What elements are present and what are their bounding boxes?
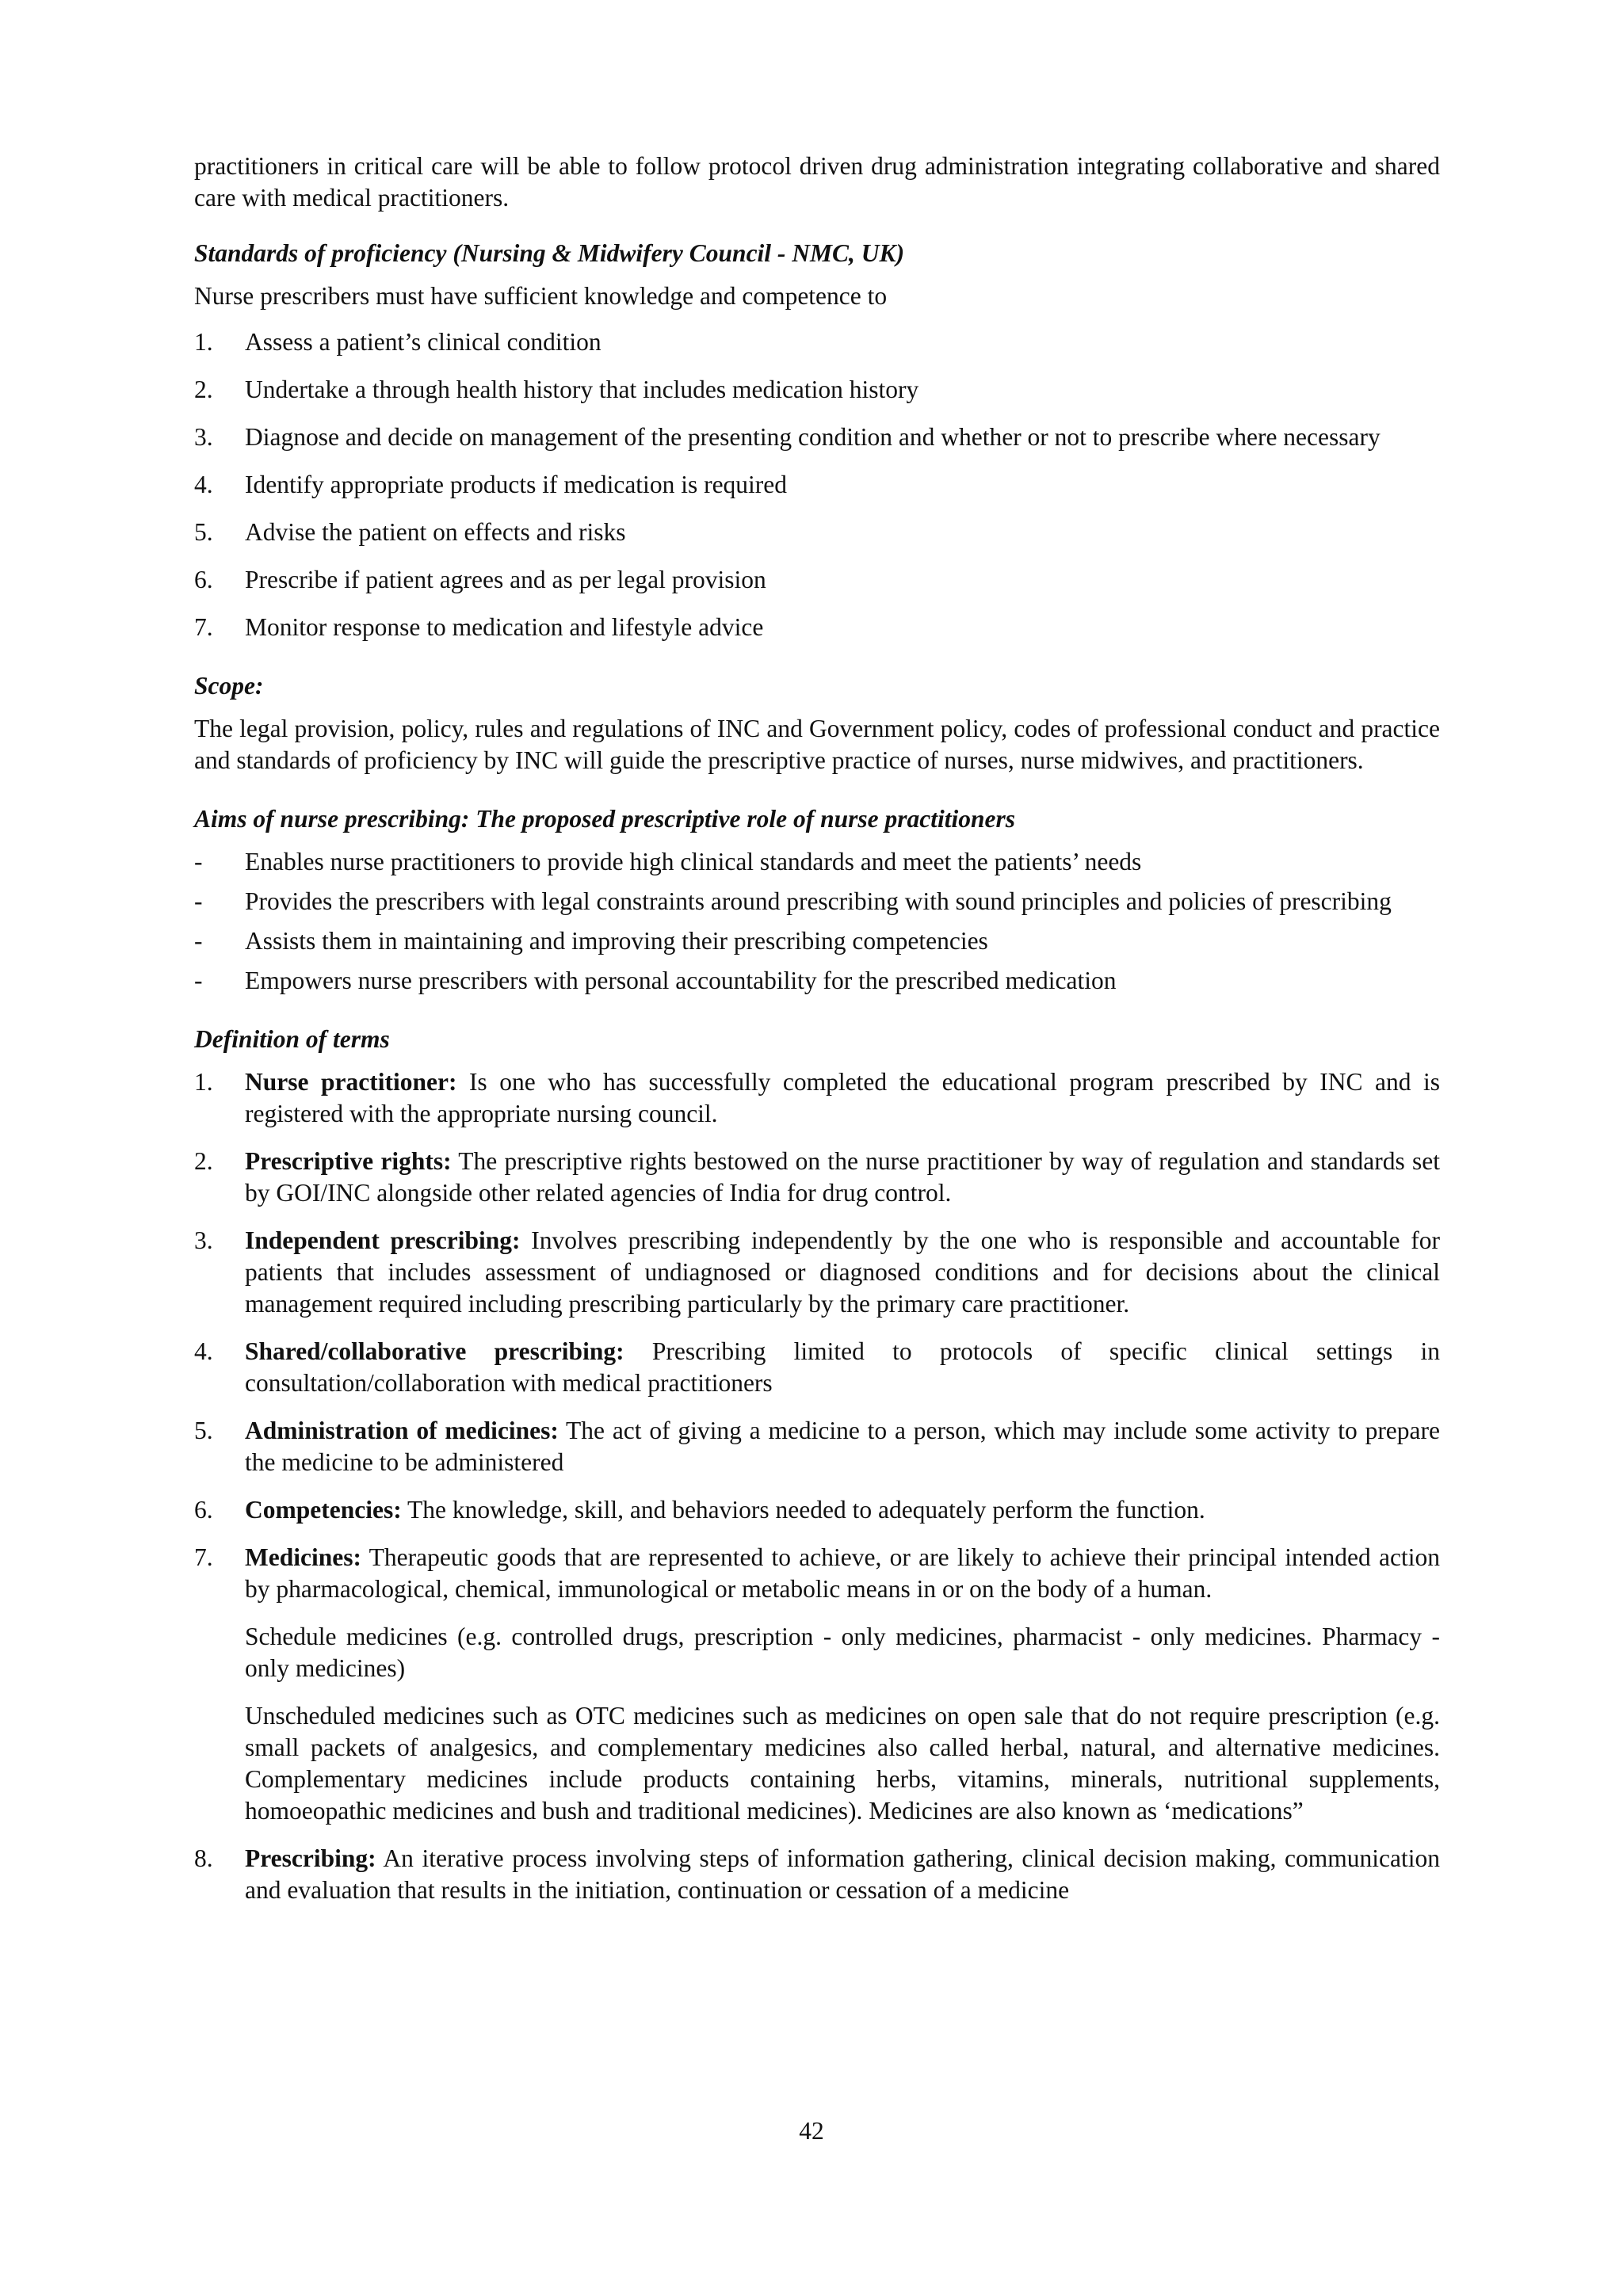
proficiency-heading: Standards of proficiency (Nursing & Midwifery Council - NMC, UK) [194,239,905,267]
item-number: 2. [194,376,213,403]
item-number: 1. [194,1068,213,1096]
item-text: Empowers nurse prescribers with personal accountability for the prescribed medication [245,967,1117,994]
definition-term: Competencies: [245,1496,402,1524]
definition-term: Independent prescribing: [245,1226,521,1254]
item-number: 6. [194,1496,213,1524]
medicines-unscheduled-paragraph: Unscheduled medicines such as OTC medicines such as medicines on open sale that do not require prescription (e.g. small packets of analgesics, and complementary medicines also called herbal, natural, and alternative medicines. Complementary medicines include products containing herbs, vitamins, minerals, nutritional supplements, homoeopathic medicines and bush and traditional medicines). Medicines are also known as ‘medications” [245,1702,1440,1825]
aims-heading: Aims of nurse prescribing: The proposed prescriptive role of nurse practitioners [194,805,1016,833]
list-item [194,564,1440,596]
definition-text: The act of giving a medicine to a person, which may include some activity to prepare the medicine to be administered [245,1417,1440,1476]
item-dash: - [194,927,203,955]
definitions-list [194,1066,1440,1906]
item-number: 5. [194,518,213,546]
list-item [194,469,1440,501]
list-item [194,326,1440,358]
definition-text: Prescribing limited to protocols of specific clinical settings in consultation/collaboration with medical practitioners [245,1337,1441,1397]
item-text: Monitor response to medication and lifestyle advice [245,613,764,641]
definition-item [194,1336,1440,1399]
definition-text: The prescriptive rights bestowed on the nurse practitioner by way of regulation and standards set by GOI/INC alongside other related agencies of India for drug control. [245,1147,1440,1207]
intro-paragraph: practitioners in critical care will be able to follow protocol driven drug administration integrating collaborative and shared care with medical practitioners. [194,152,1440,212]
item-text: Prescribe if patient agrees and as per legal provision [245,566,766,593]
item-number: 7. [194,1543,213,1571]
list-item [194,374,1440,406]
list-item [194,925,1440,957]
item-number: 4. [194,1337,213,1365]
list-item [194,612,1440,643]
definition-text: An iterative process involving steps of information gathering, clinical decision making, communication and evaluation that results in the initiation, continuation or cessation of a medicine [245,1844,1440,1904]
item-text: Assess a patient’s clinical condition [245,328,601,356]
definition-term: Medicines: [245,1543,361,1571]
definition-term: Prescribing: [245,1844,376,1872]
scope-paragraph: The legal provision, policy, rules and regulations of INC and Government policy, codes of professional conduct and practice and standards of proficiency by INC will guide the prescriptive practice of nurses, nurse midwives, and practitioners. [194,715,1440,774]
list-item [194,965,1440,997]
definition-item [194,1843,1440,1906]
item-text: Advise the patient on effects and risks [245,518,626,546]
definition-item [194,1146,1440,1209]
definition-text: Is one who has successfully completed the educational program prescribed by INC and is registered with the appropriate nursing council. [245,1068,1440,1127]
item-text: Identify appropriate products if medication is required [245,471,788,498]
medicines-schedule-paragraph: Schedule medicines (e.g. controlled drugs, prescription - only medicines, pharmacist - only medicines. Pharmacy - only medicines) [245,1623,1440,1682]
item-number: 2. [194,1147,213,1175]
item-text: Undertake a through health history that includes medication history [245,376,919,403]
item-text: Diagnose and decide on management of the presenting condition and whether or not to prescribe where necessary [245,423,1381,451]
definition-item [194,1415,1440,1478]
item-number: 3. [194,423,213,451]
item-text: Provides the prescribers with legal constraints around prescribing with sound principles and policies of prescribing [245,887,1392,915]
definition-item [194,1225,1440,1320]
definition-text: Therapeutic goods that are represented to achieve, or are likely to achieve their principal intended action by pharmacological, chemical, immunological or metabolic means in or on the body of a human. [245,1543,1440,1603]
item-number: 6. [194,566,213,593]
definition-item [194,1494,1440,1526]
definition-text: The knowledge, skill, and behaviors needed to adequately perform the function. [401,1496,1205,1524]
proficiency-list [194,326,1440,643]
item-dash: - [194,848,203,875]
item-text: Enables nurse practitioners to provide high clinical standards and meet the patients’ needs [245,848,1142,875]
definition-term: Shared/collaborative prescribing: [245,1337,624,1365]
item-number: 1. [194,328,213,356]
definition-item [194,1066,1440,1130]
definitions-heading: Definition of terms [194,1025,390,1053]
aims-list [194,846,1440,997]
definition-item [194,1542,1440,1827]
proficiency-lead: Nurse prescribers must have sufficient knowledge and competence to [194,282,888,310]
list-item [194,886,1440,917]
definition-term: Nurse practitioner: [245,1068,457,1096]
definition-term: Prescriptive rights: [245,1147,452,1175]
item-dash: - [194,967,203,994]
list-item [194,846,1440,878]
item-number: 3. [194,1226,213,1254]
item-number: 7. [194,613,213,641]
item-number: 4. [194,471,213,498]
item-number: 5. [194,1417,213,1444]
scope-heading: Scope: [194,672,264,700]
item-number: 8. [194,1844,213,1872]
item-text: Assists them in maintaining and improving their prescribing competencies [245,927,988,955]
document-page [194,151,1440,1922]
definition-term: Administration of medicines: [245,1417,559,1444]
page-number: 42 [799,2117,824,2145]
list-item [194,517,1440,548]
item-dash: - [194,887,203,915]
definition-text: Involves prescribing independently by the one who is responsible and accountable for patients that includes assessment of undiagnosed or diagnosed conditions and for decisions about the clinical management required including prescribing particularly by the primary care practitioner. [245,1226,1441,1318]
list-item [194,421,1440,453]
